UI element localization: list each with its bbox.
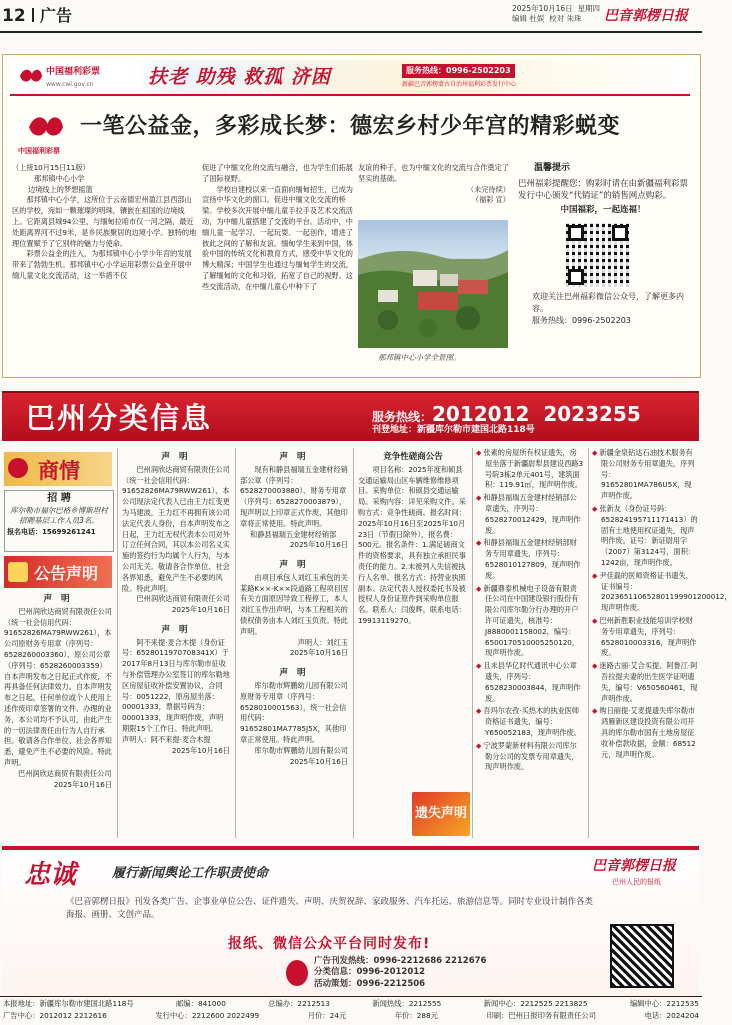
lost-item: ◆ 且末县华亿时代通讯中心公章遗失，序列号：6528230003844，现声明作废。 [476,661,584,704]
bottom-qr-code [610,924,674,988]
classifieds-address: 刊登地址：新疆库尔勒市建国北路118号 [372,425,535,435]
article-headline: 一笔公益金，多彩成长梦：德宏乡村少年宫的精彩蜕变 [80,113,621,139]
zhongcheng-text: 忠诚 [24,860,77,890]
notice-sign: 巴州润欣达商贸有限责任公司 [136,594,230,604]
lost-item: ◆ 吾玛尔农孜·买热木的执业医师资格证书遗失，编号：Y650052183，现声明作废。 [476,706,584,738]
footer-item: 新闻热线：2212555 [372,999,442,1008]
shangqing-banner [4,452,112,486]
notice-sign: 声明人：阿不来提·麦合木提 [122,734,211,744]
notice-title: 声 明 [43,594,73,604]
shangqing-label: 商情 [38,459,80,483]
classifieds-title: 巴州分类信息 [26,401,213,435]
bottom-slogan: 履行新闻舆论工作职责使命 [112,866,269,881]
phone-line: 活动策划：0996-2212506 [314,978,426,989]
header-rule [0,31,702,33]
notice-sign: 和静县福瑞五金建材经销部 [250,529,337,539]
footer [0,996,702,1025]
notice-date: 2025年10月16日 [289,540,348,550]
footer-item: 电话：2024204 [644,1010,699,1020]
notice-body: 阿不来提·麦合木提（身份证号：6528011970708341X）于2017年8月13日与库尔勒市征收与补偿管理办公室签订的库尔勒地区房屋征收补偿安置协议，合同号：0051222，原房屋坐落：00001333，票据号码为：00001333，现声明作废，声明期限15个工作日。特此声明。 [122,637,230,734]
notice-title: 竞争性磋商公告 [383,452,443,462]
lottery-sub: 新疆巴音郭楞蒙古自治州福利彩票发行中心 [402,81,517,88]
footer-item: 印刷：巴州日报印务有限责任公司 [486,1010,596,1020]
cwl-logo-url: www.cwl.gov.cn [46,81,94,88]
notice-col-4 [358,448,468,838]
tips-cta: 中国福彩，一起连福！ [560,205,646,215]
lost-item: ◆ 和静县福瑞五金建材经销部财务专用章遗失，序列号：6528010127809，现声明作废。 [476,538,584,581]
notice-col-1 [4,590,112,790]
tips-phone: 服务热线：0996-2502203 [532,315,631,325]
notice-col-5 [476,448,584,838]
page-number: 12 [2,6,26,26]
tips-title: 温馨提示 [534,163,571,173]
article-paragraph: 友谊的种子，也为中缅文化的交流与合作奠定了坚实的基础。 [358,163,509,183]
lost-item: ◆ 购日丽提·艾麦提遗失库尔勒市鸿雁新区建设投资有限公司开具的库尔勒市国有土地房屋征收补偿款收据，金额：68512元，现声明作废。 [592,706,698,760]
lost-item: ◆ 巴州新胜职业技能培训学校财务专用章遗失，序列号：6528010003316，现声明作废。 [592,616,698,659]
footer-item: 编辑中心：2212535 [629,999,699,1008]
lost-item: ◆ 新疆金泉钻达石油技术服务有限公司财务专用章遗失，序列号：91652801MA786U5X，现声明作废。 [592,448,698,502]
page-header [0,0,702,32]
lottery-hotline: 服务热线：0996-2502203 [402,64,515,78]
bottom-body2: 报纸、微信公众平台同时发布! [228,936,431,952]
lost-item: ◆ 张素的房屋所有权证遗失，房屋坐落于新疆尉犁县建设西路3号院3栋2单元401号，建筑面积：119.91㎡，现声明作废。 [476,448,584,491]
footer-item: 月价：24元 [307,1010,347,1020]
notice-body: 由项目承包人刘红玉承包的关某路K××-K××段道路工程项目因有关方面原因导致工程停工，本人刘红玉作出声明，与本工程相关的债权债务由本人刘红玉负责。特此声明。 [240,572,348,636]
yishi-label: 遗失声明 [414,806,467,821]
to-be-continued: （未完待续） [466,184,510,194]
masthead: 巴音郭楞日报 [604,8,688,24]
article-paragraph: 促进了中缅文化的交流与融合，也为学生们拓展了国际视野。 [202,163,353,183]
classifieds-header [2,391,699,441]
header-divider [32,8,34,22]
notice-date: 2025年10月16日 [171,745,230,755]
notice-body: 现有和静县福瑞五金建材经销部公章（序列号：6528270003880）、财务专用章（序列号：6528270003879），现声明以上印章正式作废，其他印章将正常使用。特此声明。 [240,464,348,528]
notice-date: 2025年10月16日 [289,756,348,766]
notice-date: 2025年10月16日 [171,605,230,615]
recruit-phone: 报名电话：15699261241 [7,528,96,537]
article-col-1 [12,163,198,373]
cwl-logo-text: 中国福利彩票 [46,67,101,77]
classifieds-hotline-numbers: 2012012 2023255 [432,402,641,426]
recruit-title: 招 聘 [47,493,71,504]
shangqing-icon [8,458,28,478]
notice-body: 库尔勒市辉鹏幼儿园有限公司原财务专用章（序列号：6528010001563），统一社会信用代码：91652801MA7785J5X，其他印章正常使用。特此声明。 [240,681,348,744]
photo-caption: 那邦镇中心小学全景图。 [378,353,461,362]
footer-item: 总编办：2212513 [268,999,330,1008]
notice-title: 声 明 [161,624,191,635]
notice-col-3 [240,448,348,767]
tips-box [512,160,694,370]
gonggao-label: 公告声明 [34,564,99,583]
lottery-slogan: 扶老 助残 救孤 济困 [148,66,331,88]
notice-sign: 巴州润欣达商贸有限责任公司 [18,768,112,778]
notice-title: 声 明 [161,452,191,462]
tips-follow: 欢迎关注巴州福彩微信公众号，了解更多内容。 [532,291,684,313]
tips-body: 巴州福彩提醒您：购彩时请在由新疆福利彩票发行中心颁发“代销证”的销售网点购彩。 [518,178,689,202]
gonggao-banner [4,556,112,588]
bottom-tagline: 巴州人民的报纸 [612,878,661,886]
lost-item: ◆ 和静县福瑞五金建材经销部公章遗失，序列号：6528270012429，现声明作废。 [476,493,584,536]
gonggao-icon [8,562,28,582]
notice-title: 声 明 [279,560,309,571]
phone-line: 分类信息：0996-2012012 [314,967,426,978]
lost-item: ◆ 迷路古丽·艾合买提、阿鲁江·阿吾拉提夫妻的出生医学证明遗失，编号：V650560461，现声明作废。 [592,661,698,704]
notice-col-6 [592,448,732,838]
notice-body: 项目名称：2025年度和硕县交通运输局山区车辆维修维修项目。采购单位：和硕县交通运输局。采购内容：详见采购文件。采购方式：竞争性磋商。报名时间：2025年10月16日至2025年10月23日（节假日除外），报名费：500元。报名条件：1.满足磋商文件的资格要求，具有独立承担民事责任的能力。2.未被列入失信被执行人名单。报名方式：持营业执照副本、法定代表人授权委托书及被授权人身份证原件到采购单位报名。联系人：闫俊辉，联系电话：19913119270。 [358,464,466,625]
article-paragraph: 彩票公益金的注入，为那邦镇中心小学少年宫的发展带来了勃勃生机。那邦镇中心小学运用彩票公益金开展中缅儿童文化交流活动，这一举措不仅 [12,249,192,280]
issue-weekday: 星期四 [577,4,600,13]
proofreader-credit: 校对 朱珠 [549,14,582,24]
article-byline: （福彩 宣） [471,195,510,205]
section-name: 广告 [40,6,73,25]
yishi-banner [412,792,470,836]
issue-date: 2025年10月16日 [512,4,573,13]
notice-sign: 库尔勒市辉鹏幼儿园有限公司 [254,745,348,755]
lottery-banner [10,60,690,96]
notice-sign: 声明人：刘红玉 [297,637,348,647]
notice-body: 巴州润欣达商贸有限责任公司（统一社会信用代码：91652826MA79RWW261），本公司现法定代表人已由王力红变更为马建波，王力红不再拥有该公司法定代表人身份，自本声明发布之日起，王力红无权代表本公司对外订立任何合同，其以本公司名义实施的签约行为均属个人行为，与本公司无关。敬请各合作单位、社会各界知悉，避免产生不必要的风险。特此声明。 [122,464,230,593]
bottom-banner [2,846,699,1000]
lost-item: ◆ 张新友（身份证号码：652824195711171413）的固有土地使用权证遗失，现声明作废。证号：新证尉用字（2007）第3124号，面积：1242亩，现声明作废。 [592,504,698,569]
article-paragraph: 那邦镇中心小学，这所位于云南德宏州盈江县西部山区的学校，宛如一颗璀璨的明珠，镶嵌在祖国的边境线上。它距离县城94公里，与缅甸拉咱市仅一河之隔，最近处距离界河不过9米，是乡民族聚居的边境小学。独特的地理位置赋予了它别样的魅力与使命。 [12,195,197,248]
bottom-body1: 《巴音郭楞日报》刊发各类广告、企事业单位公告、证件遗失、声明、庆贺祝辞、家政服务、汽车托运、旅游信息等。同时专业设计制作各类海报、画册、文创产品。 [66,897,594,921]
cwl-logo-icon [18,66,44,86]
article-subhead: 那邦镇中心小学 [34,173,85,183]
lottery-big-logo-text: 中国福利彩票 [18,147,60,155]
footer-item: 年价：288元 [394,1010,438,1020]
classifieds-hotline-label: 服务热线： [372,410,433,424]
lottery-big-logo-icon [26,110,66,150]
notice-col-2 [122,448,230,756]
lost-item: ◆ 尹佳磊的医师资格证书遗失，证书编号：202365110652801199901200012，现声明作废。 [592,571,698,614]
editor-credit: 编辑 杜娱 [512,14,545,24]
lost-item: ◆ 宁波罗蒙新材料有限公司库尔勒分公司的发票专用章遗失，现声明作废。 [476,741,584,773]
phone-line: 广告刊发热线：0996-2212686 2212676 [314,956,487,966]
article-paragraph: 学校自建校以来一直面向缅甸招生，已成为宣扬中华文化的窗口。促进中缅文化交流的桥梁。学校多次开展中缅儿童手拉手及艺术交流活动，为中缅儿童搭建了交流的平台。活动中，中缅儿童一起学习、一起玩耍、一起创作，增进了彼此之间的了解和友谊。缅甸学生来到中国，体验中国的传统文化和教育方式，感受中华文化的博大精深；中国学生也通过与缅甸学生的交流，了解缅甸的文化和习俗，拓宽了自己的视野。这些交流活动，在中缅儿童心中种下了 [202,184,353,291]
wechat-qr-code [566,223,630,287]
footer-item: 新闻中心：2212525 2213825 [483,999,588,1008]
lost-item: ◆ 新疆鼎泰机械电子设备有限责任公司在中国建设银行股份有限公司库尔勒分行办理的开户许可证遗失，核准号：J8880001158002，编号：6500170510005250120，现声明作废。 [476,584,584,660]
notice-date: 2025年10月16日 [289,648,348,658]
article-col-2 [202,163,354,373]
article-subhead-2: 边境线上的梦想摇篮 [28,184,93,194]
recruit-box [4,490,114,552]
recruit-body: 库尔勒市福尔巴格乡博斯坦村招聘基层工作人员3名。 [10,506,108,526]
article-col-3 [358,163,510,206]
notice-title: 声 明 [279,668,309,679]
footer-item: 发行中心：2212600 2022499 [155,1010,260,1020]
notice-date: 2025年10月16日 [53,779,112,789]
bottom-masthead: 巴音郭楞日报 [592,858,676,874]
notice-body: 巴州润欣达商贸有限责任公司（统一社会信用代码：91652826MA79RWW261），本公司原财务专用章（序列号：6528260003360）、原公司公章（序列号：6528260003359）自本声明发布之日起正式作废，不再具备任何法律效力。自本声明发布之日起，任何单位或个人使用上述作废印章签署的文件、办理的业务，本公司均不予认可，由此产生的一切法律责任由行为人自行承担。敬请各合作单位、社会各界知悉，避免产生不必要的风险。特此声明。 [4,606,112,767]
notice-title: 声 明 [279,452,309,462]
phone-icon [286,960,308,986]
footer-item: 本报地址：新疆库尔勒市建国北路118号 [3,999,134,1008]
continued-from: （上接10月15日11版） [12,163,90,172]
footer-item: 邮编：841000 [176,999,226,1008]
school-photo [358,220,508,348]
footer-item: 广告中心：2012012 2212616 [3,1010,107,1020]
